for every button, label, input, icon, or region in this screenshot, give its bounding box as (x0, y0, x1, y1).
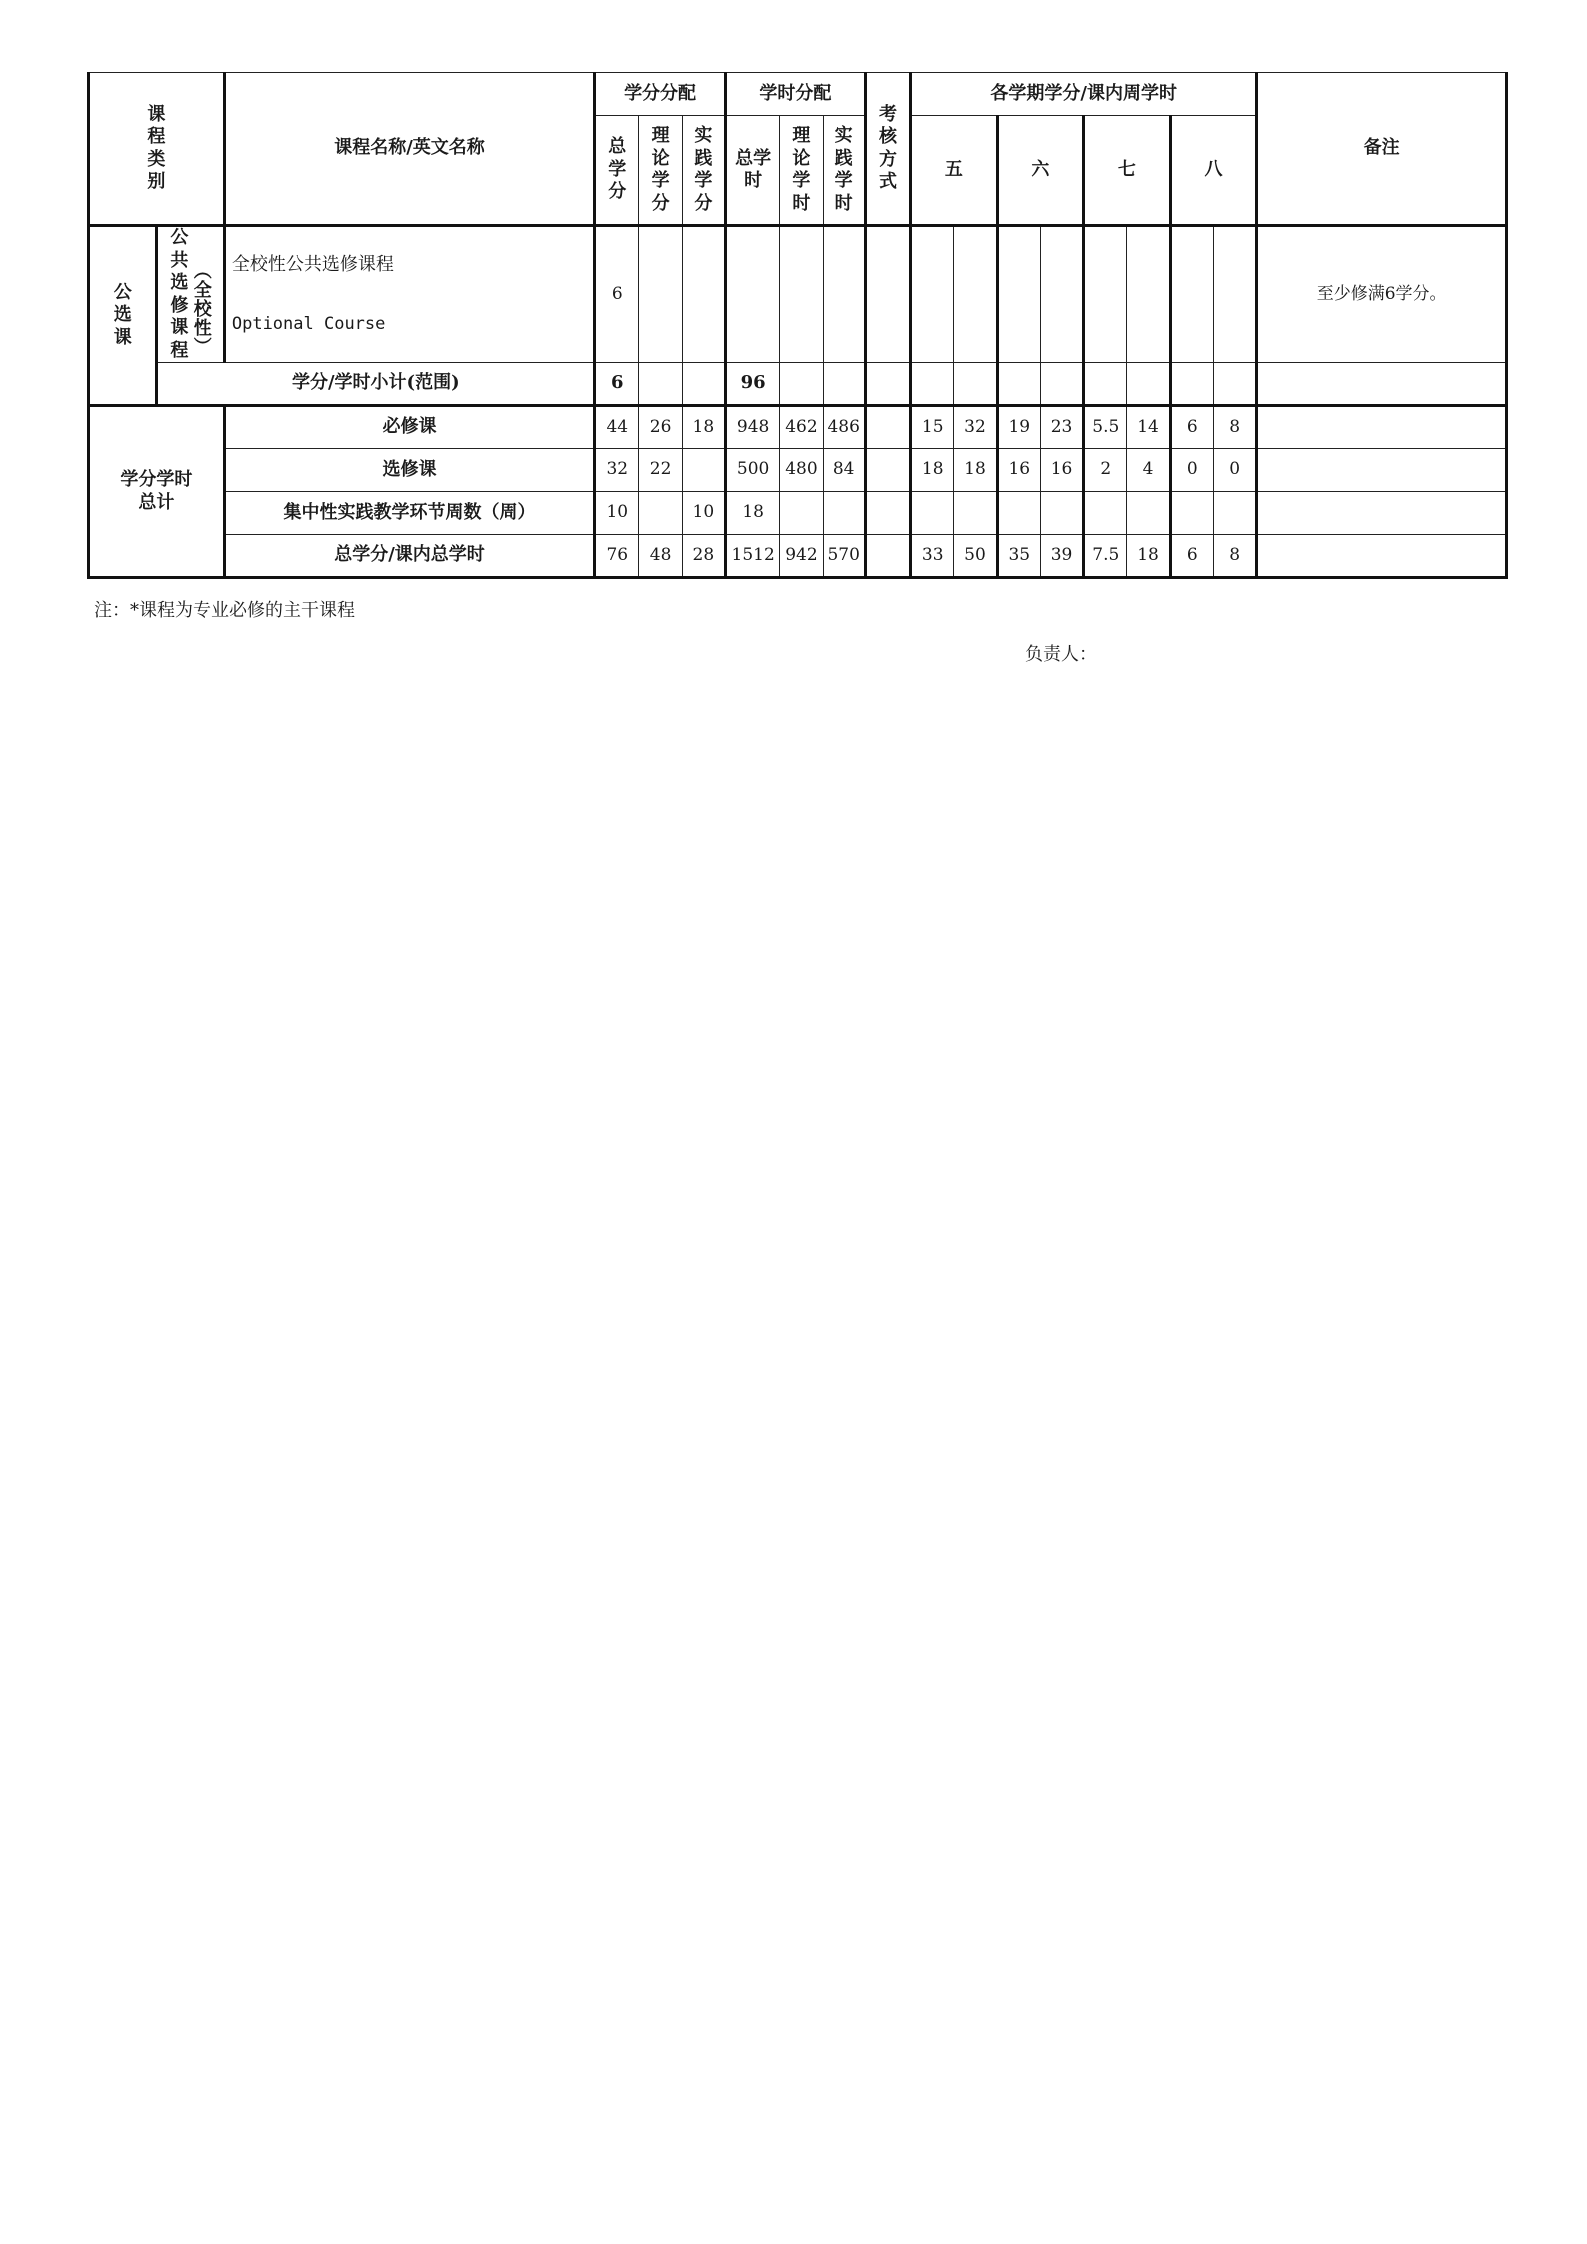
header-semester-6: 六 (997, 116, 1084, 226)
summary-remark (1257, 449, 1507, 492)
subtotal-label: 学分/学时小计(范围) (157, 363, 595, 406)
summary-cell: 32 (954, 406, 997, 449)
header-theory-credit: 理论学分 (639, 116, 682, 226)
summary-cell: 28 (682, 535, 725, 578)
header-semester-7: 七 (1084, 116, 1171, 226)
course-cell (1170, 226, 1213, 363)
summary-cell (954, 492, 997, 535)
subtotal-cell (865, 363, 910, 406)
summary-cell (823, 492, 865, 535)
course-practice-hours (823, 226, 865, 363)
category-summary: 学分学时总计 (89, 406, 225, 578)
header-credit-distribution: 学分分配 (595, 73, 726, 116)
subtotal-cell (911, 363, 954, 406)
summary-cell: 570 (823, 535, 865, 578)
summary-cell: 18 (1127, 535, 1170, 578)
summary-label: 必修课 (224, 406, 594, 449)
summary-label: 总学分/课内总学时 (224, 535, 594, 578)
summary-cell: 48 (639, 535, 682, 578)
summary-cell: 26 (639, 406, 682, 449)
header-total-hours: 总学时 (725, 116, 779, 226)
summary-cell: 76 (595, 535, 639, 578)
summary-cell: 33 (911, 535, 954, 578)
subtotal-cell (997, 363, 1040, 406)
subtotal-cell (780, 363, 823, 406)
summary-cell: 18 (954, 449, 997, 492)
course-total-hours (725, 226, 779, 363)
category-public-elective: 公选课 (89, 226, 157, 406)
course-theory-credit (639, 226, 682, 363)
summary-cell: 44 (595, 406, 639, 449)
subtotal-cell (639, 363, 682, 406)
summary-cell (911, 492, 954, 535)
summary-cell: 19 (997, 406, 1040, 449)
summary-cell: 8 (1213, 406, 1256, 449)
summary-cell: 4 (1127, 449, 1170, 492)
summary-remark (1257, 406, 1507, 449)
summary-cell: 5.5 (1084, 406, 1127, 449)
summary-cell: 18 (911, 449, 954, 492)
subtotal-cell (1213, 363, 1256, 406)
summary-cell (1040, 492, 1083, 535)
summary-cell (997, 492, 1040, 535)
summary-cell (1170, 492, 1213, 535)
summary-cell: 84 (823, 449, 865, 492)
summary-cell: 23 (1040, 406, 1083, 449)
summary-cell: 942 (780, 535, 823, 578)
summary-row (89, 492, 1507, 535)
curriculum-table (87, 72, 1508, 579)
summary-cell (865, 406, 910, 449)
summary-cell (1084, 492, 1127, 535)
header-total-credit: 总学分 (595, 116, 639, 226)
course-cell (1040, 226, 1083, 363)
course-cell (1213, 226, 1256, 363)
summary-cell (682, 449, 725, 492)
summary-cell: 22 (639, 449, 682, 492)
summary-cell: 16 (997, 449, 1040, 492)
header-course-name: 课程名称/英文名称 (224, 73, 594, 226)
summary-cell (865, 492, 910, 535)
summary-cell: 14 (1127, 406, 1170, 449)
course-remark: 至少修满6学分。 (1257, 226, 1507, 363)
summary-cell: 480 (780, 449, 823, 492)
course-cell (1127, 226, 1170, 363)
summary-cell (865, 535, 910, 578)
summary-cell: 0 (1170, 449, 1213, 492)
summary-cell (639, 492, 682, 535)
summary-cell: 462 (780, 406, 823, 449)
summary-cell: 32 (595, 449, 639, 492)
subtotal-credit: 6 (595, 363, 639, 406)
header-theory-hours: 理论学时 (780, 116, 823, 226)
summary-cell (865, 449, 910, 492)
header-category: 课程类别 (89, 73, 225, 226)
course-assessment (865, 226, 910, 363)
summary-cell: 8 (1213, 535, 1256, 578)
summary-cell: 0 (1213, 449, 1256, 492)
course-cell (911, 226, 954, 363)
summary-cell: 10 (682, 492, 725, 535)
subcategory-public-elective: 公共选修课程 （全校性） (157, 226, 224, 363)
summary-cell: 50 (954, 535, 997, 578)
header-assessment: 考核方式 (865, 73, 910, 226)
summary-cell: 2 (1084, 449, 1127, 492)
subtotal-cell (823, 363, 865, 406)
summary-row (89, 535, 1507, 578)
course-name-en: Optional Course (231, 314, 386, 335)
course-name-cell (224, 226, 594, 363)
header-hour-distribution: 学时分配 (725, 73, 865, 116)
summary-cell (1127, 492, 1170, 535)
summary-label: 选修课 (224, 449, 594, 492)
summary-cell: 35 (997, 535, 1040, 578)
course-theory-hours (780, 226, 823, 363)
course-total-credit: 6 (595, 226, 639, 363)
header-semester-distribution: 各学期学分/课内周学时 (911, 73, 1257, 116)
summary-cell: 6 (1170, 535, 1213, 578)
course-cell (997, 226, 1040, 363)
summary-cell: 486 (823, 406, 865, 449)
header-practice-credit: 实践学分 (682, 116, 725, 226)
subtotal-cell (954, 363, 997, 406)
subtotal-hours: 96 (725, 363, 779, 406)
header-semester-5: 五 (911, 116, 998, 226)
summary-cell (1213, 492, 1256, 535)
header-semester-8: 八 (1170, 116, 1257, 226)
summary-cell: 7.5 (1084, 535, 1127, 578)
course-cell (1084, 226, 1127, 363)
subtotal-cell (1257, 363, 1507, 406)
summary-cell: 18 (725, 492, 779, 535)
course-cell (954, 226, 997, 363)
summary-cell: 18 (682, 406, 725, 449)
course-practice-credit (682, 226, 725, 363)
subtotal-cell (1040, 363, 1083, 406)
course-name-cn: 全校性公共选修课程 (231, 253, 394, 275)
header-practice-hours: 实践学时 (823, 116, 865, 226)
summary-cell: 500 (725, 449, 779, 492)
summary-row (89, 406, 1507, 449)
header-remarks: 备注 (1257, 73, 1507, 226)
subtotal-cell (1084, 363, 1127, 406)
summary-cell: 10 (595, 492, 639, 535)
summary-label: 集中性实践教学环节周数（周） (224, 492, 594, 535)
signer-label: 负责人： (1025, 644, 1097, 665)
summary-cell: 6 (1170, 406, 1213, 449)
summary-remark (1257, 492, 1507, 535)
summary-cell: 948 (725, 406, 779, 449)
subtotal-cell (1127, 363, 1170, 406)
footnote: 注：*课程为专业必修的主干课程 (94, 600, 355, 621)
summary-cell: 15 (911, 406, 954, 449)
subtotal-cell (1170, 363, 1213, 406)
summary-cell: 16 (1040, 449, 1083, 492)
subtotal-cell (682, 363, 725, 406)
summary-row (89, 449, 1507, 492)
summary-remark (1257, 535, 1507, 578)
summary-cell: 1512 (725, 535, 779, 578)
summary-cell: 39 (1040, 535, 1083, 578)
summary-cell (780, 492, 823, 535)
